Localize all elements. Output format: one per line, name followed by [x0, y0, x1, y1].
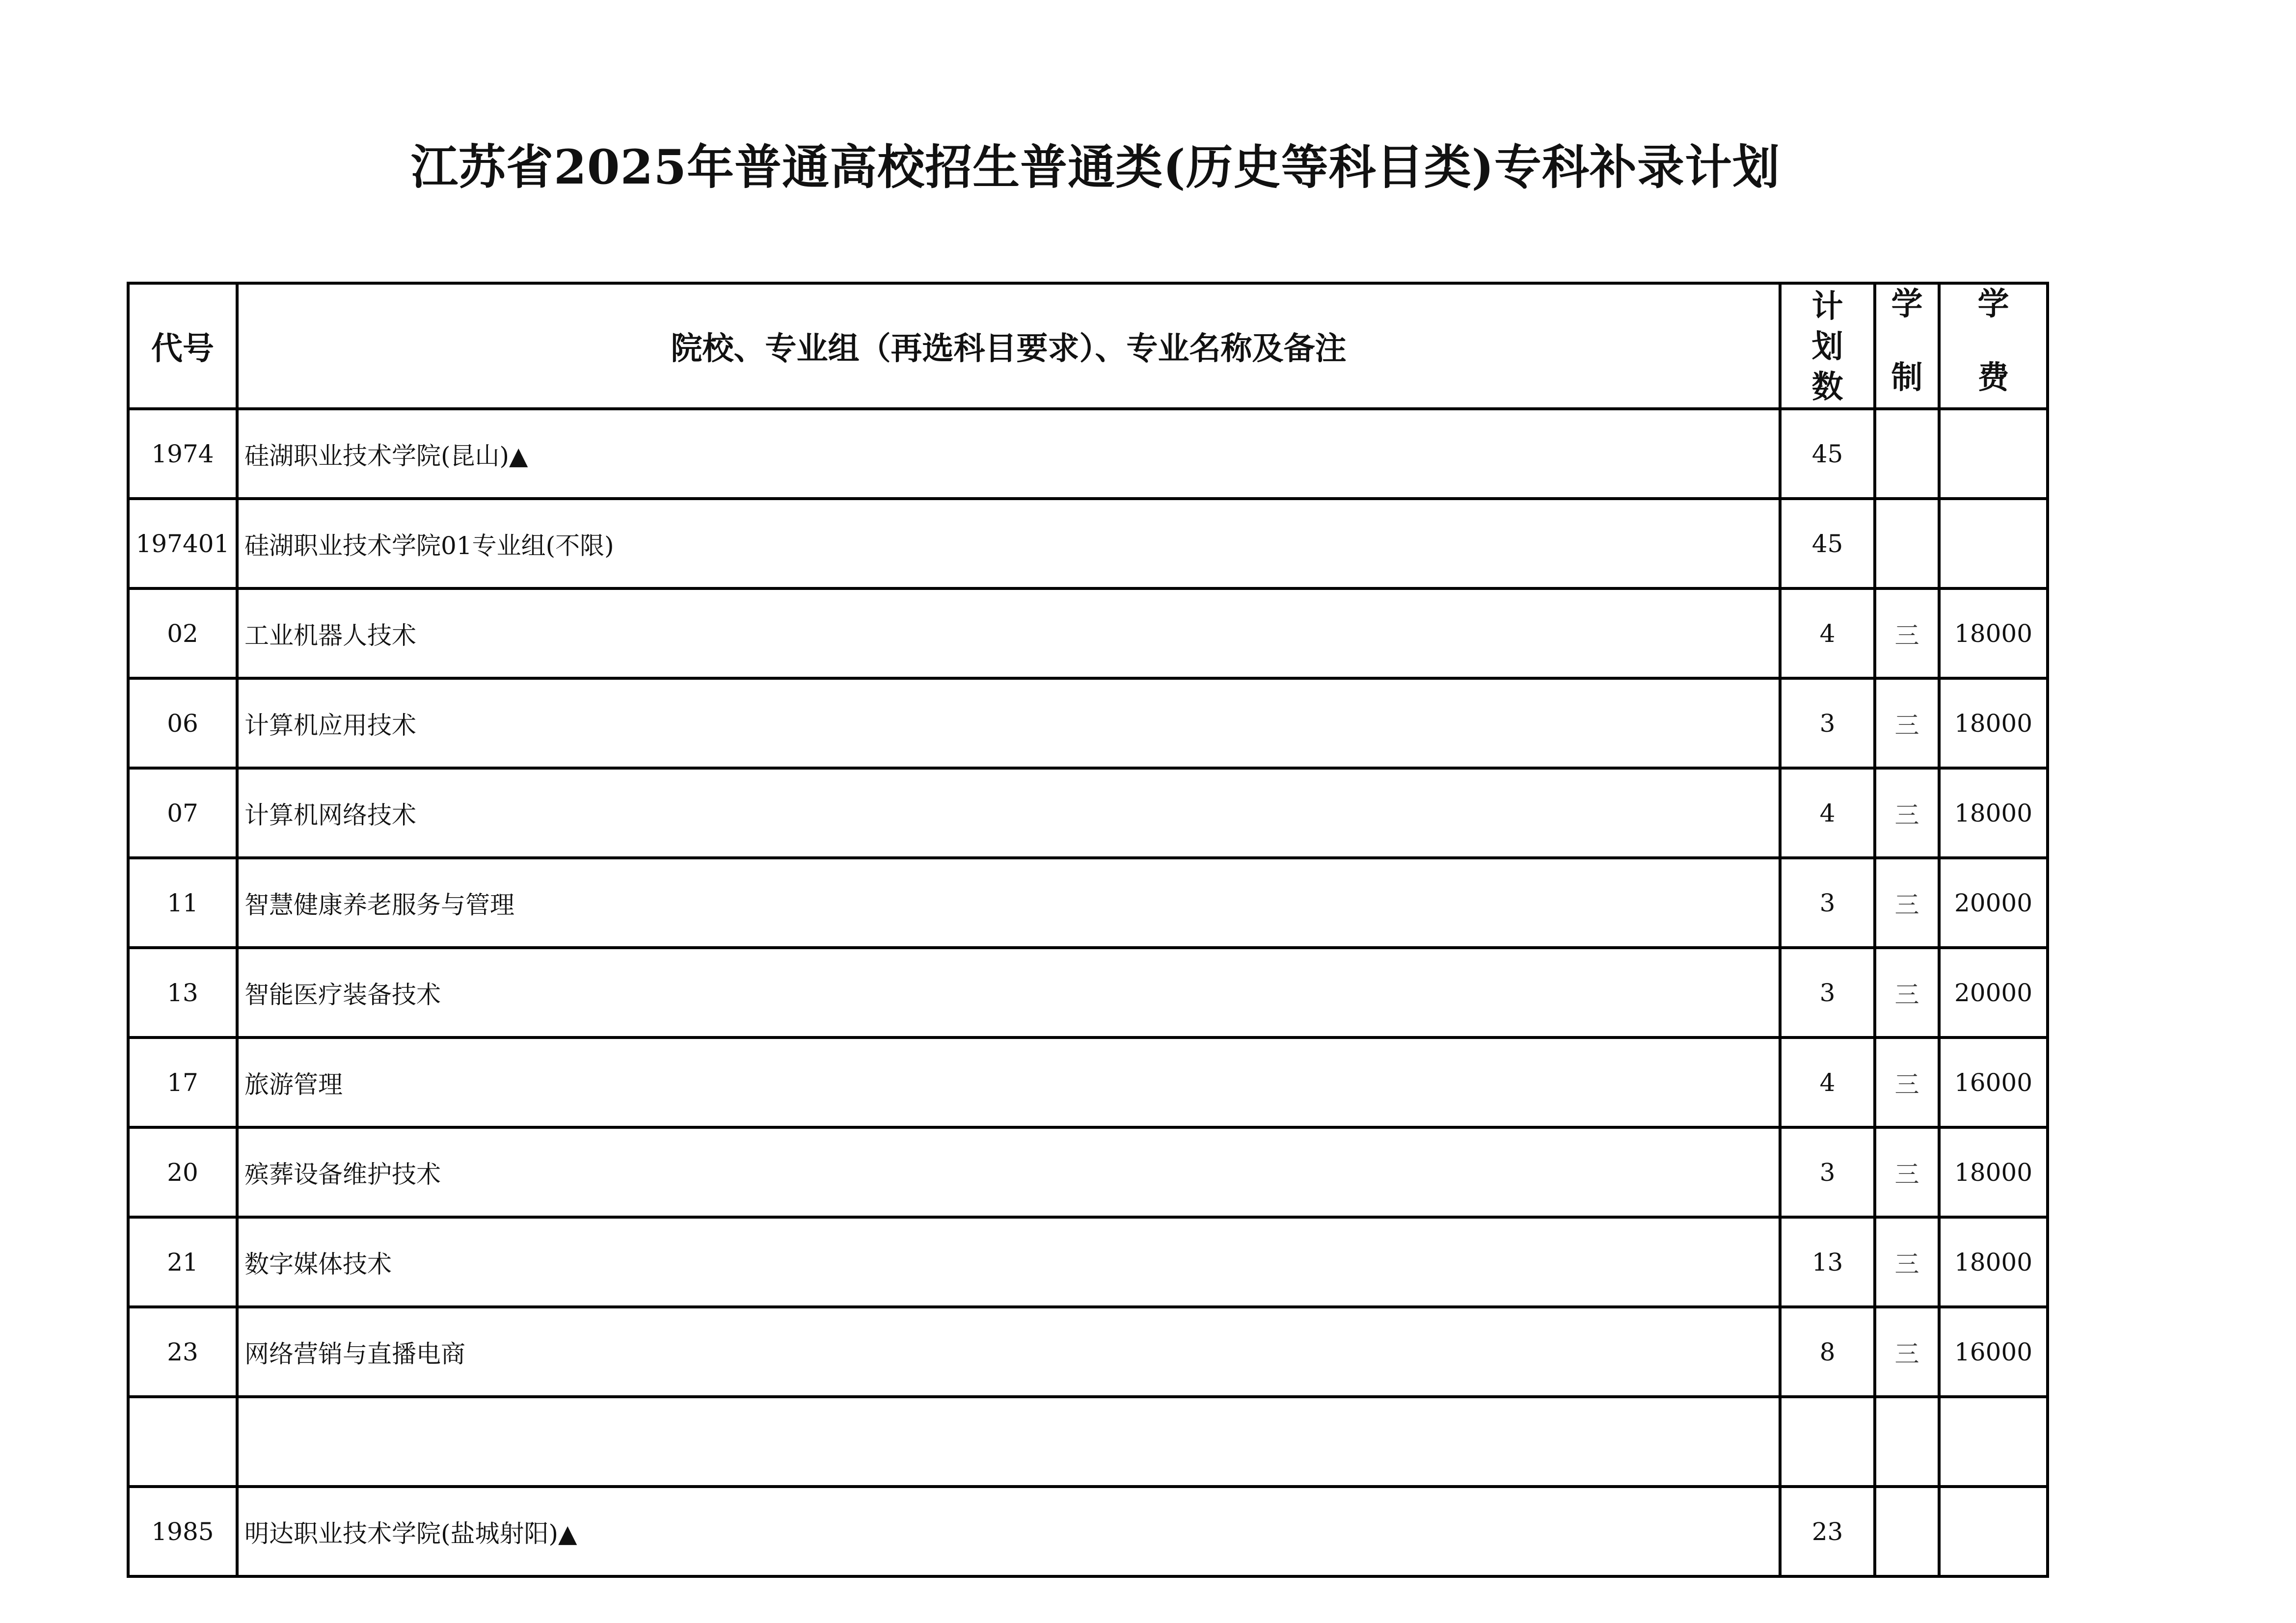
cell-plan: 8 [1780, 1307, 1875, 1397]
cell-plan: 45 [1780, 499, 1875, 588]
header-name: 院校、专业组（再选科目要求）、专业名称及备注 [237, 283, 1780, 409]
table-row [128, 678, 2048, 768]
header-plan-char: 计 [1811, 288, 1843, 325]
cell-fee: 18000 [1939, 678, 2048, 768]
table-body [128, 409, 2048, 1576]
table-row [128, 499, 2048, 588]
cell-code: 17 [128, 1038, 237, 1127]
cell-name: 智能医疗装备技术 [237, 948, 1780, 1038]
cell-code: 13 [128, 948, 237, 1038]
table-row [128, 409, 2048, 499]
cell-years: 三 [1875, 1307, 1939, 1397]
cell-fee: 18000 [1939, 1127, 2048, 1217]
cell-plan: 13 [1780, 1217, 1875, 1307]
cell-fee [1939, 1487, 2048, 1576]
cell-years: 三 [1875, 1127, 1939, 1217]
cell-fee [1939, 409, 2048, 499]
cell-plan: 23 [1780, 1487, 1875, 1576]
table-row [128, 1127, 2048, 1217]
cell-code: 06 [128, 678, 237, 768]
cell-plan: 4 [1780, 1038, 1875, 1127]
header-plan [1780, 283, 1875, 409]
cell-code: 1985 [128, 1487, 237, 1576]
cell-name [237, 1397, 1780, 1487]
table-header-row [128, 283, 2048, 409]
header-fee-char: 学 [1977, 286, 2009, 322]
table-row [128, 858, 2048, 948]
admission-plan-table [127, 282, 2049, 1578]
cell-years [1875, 499, 1939, 588]
cell-years: 三 [1875, 948, 1939, 1038]
cell-code: 1974 [128, 409, 237, 499]
cell-years: 三 [1875, 588, 1939, 678]
cell-years: 三 [1875, 1217, 1939, 1307]
cell-plan: 3 [1780, 858, 1875, 948]
cell-years: 三 [1875, 1038, 1939, 1127]
header-years-char: 制 [1891, 359, 1923, 396]
cell-fee: 16000 [1939, 1307, 2048, 1397]
page-title: 江苏省2025年普通高校招生普通类(历史等科目类)专科补录计划 [410, 139, 1781, 195]
cell-fee [1939, 499, 2048, 588]
header-years-char: 学 [1891, 286, 1923, 322]
cell-fee: 20000 [1939, 858, 2048, 948]
cell-plan: 4 [1780, 768, 1875, 858]
cell-plan: 4 [1780, 588, 1875, 678]
table-row [128, 1217, 2048, 1307]
cell-name: 网络营销与直播电商 [237, 1307, 1780, 1397]
cell-years: 三 [1875, 858, 1939, 948]
table-row [128, 1307, 2048, 1397]
cell-years [1875, 1397, 1939, 1487]
cell-fee: 18000 [1939, 588, 2048, 678]
cell-plan: 3 [1780, 948, 1875, 1038]
cell-fee [1939, 1397, 2048, 1487]
cell-years: 三 [1875, 768, 1939, 858]
cell-years [1875, 1487, 1939, 1576]
cell-name: 旅游管理 [237, 1038, 1780, 1127]
cell-plan [1780, 1397, 1875, 1487]
cell-code [128, 1397, 237, 1487]
cell-plan: 3 [1780, 678, 1875, 768]
cell-name: 计算机网络技术 [237, 768, 1780, 858]
cell-years [1875, 409, 1939, 499]
header-years [1875, 283, 1939, 409]
cell-code: 21 [128, 1217, 237, 1307]
cell-fee: 18000 [1939, 1217, 2048, 1307]
cell-name: 明达职业技术学院(盐城射阳)▲ [237, 1487, 1780, 1576]
header-fee-char: 费 [1977, 359, 2009, 396]
header-code: 代号 [128, 283, 237, 409]
table-row [128, 1397, 2048, 1487]
cell-fee: 20000 [1939, 948, 2048, 1038]
cell-plan: 3 [1780, 1127, 1875, 1217]
cell-code: 02 [128, 588, 237, 678]
cell-code: 20 [128, 1127, 237, 1217]
header-plan-char: 划 [1811, 328, 1843, 365]
table-row [128, 948, 2048, 1038]
cell-name: 计算机应用技术 [237, 678, 1780, 768]
cell-name: 硅湖职业技术学院(昆山)▲ [237, 409, 1780, 499]
cell-name: 硅湖职业技术学院01专业组(不限) [237, 499, 1780, 588]
header-plan-char: 数 [1811, 369, 1843, 405]
table-row [128, 588, 2048, 678]
table-row [128, 1487, 2048, 1576]
cell-fee: 16000 [1939, 1038, 2048, 1127]
cell-plan: 45 [1780, 409, 1875, 499]
cell-years: 三 [1875, 678, 1939, 768]
cell-code: 11 [128, 858, 237, 948]
cell-code: 07 [128, 768, 237, 858]
cell-name: 智慧健康养老服务与管理 [237, 858, 1780, 948]
cell-code: 197401 [128, 499, 237, 588]
cell-code: 23 [128, 1307, 237, 1397]
header-fee [1939, 283, 2048, 409]
table-row [128, 768, 2048, 858]
cell-fee: 18000 [1939, 768, 2048, 858]
cell-name: 殡葬设备维护技术 [237, 1127, 1780, 1217]
cell-name: 工业机器人技术 [237, 588, 1780, 678]
table-row [128, 1038, 2048, 1127]
cell-name: 数字媒体技术 [237, 1217, 1780, 1307]
